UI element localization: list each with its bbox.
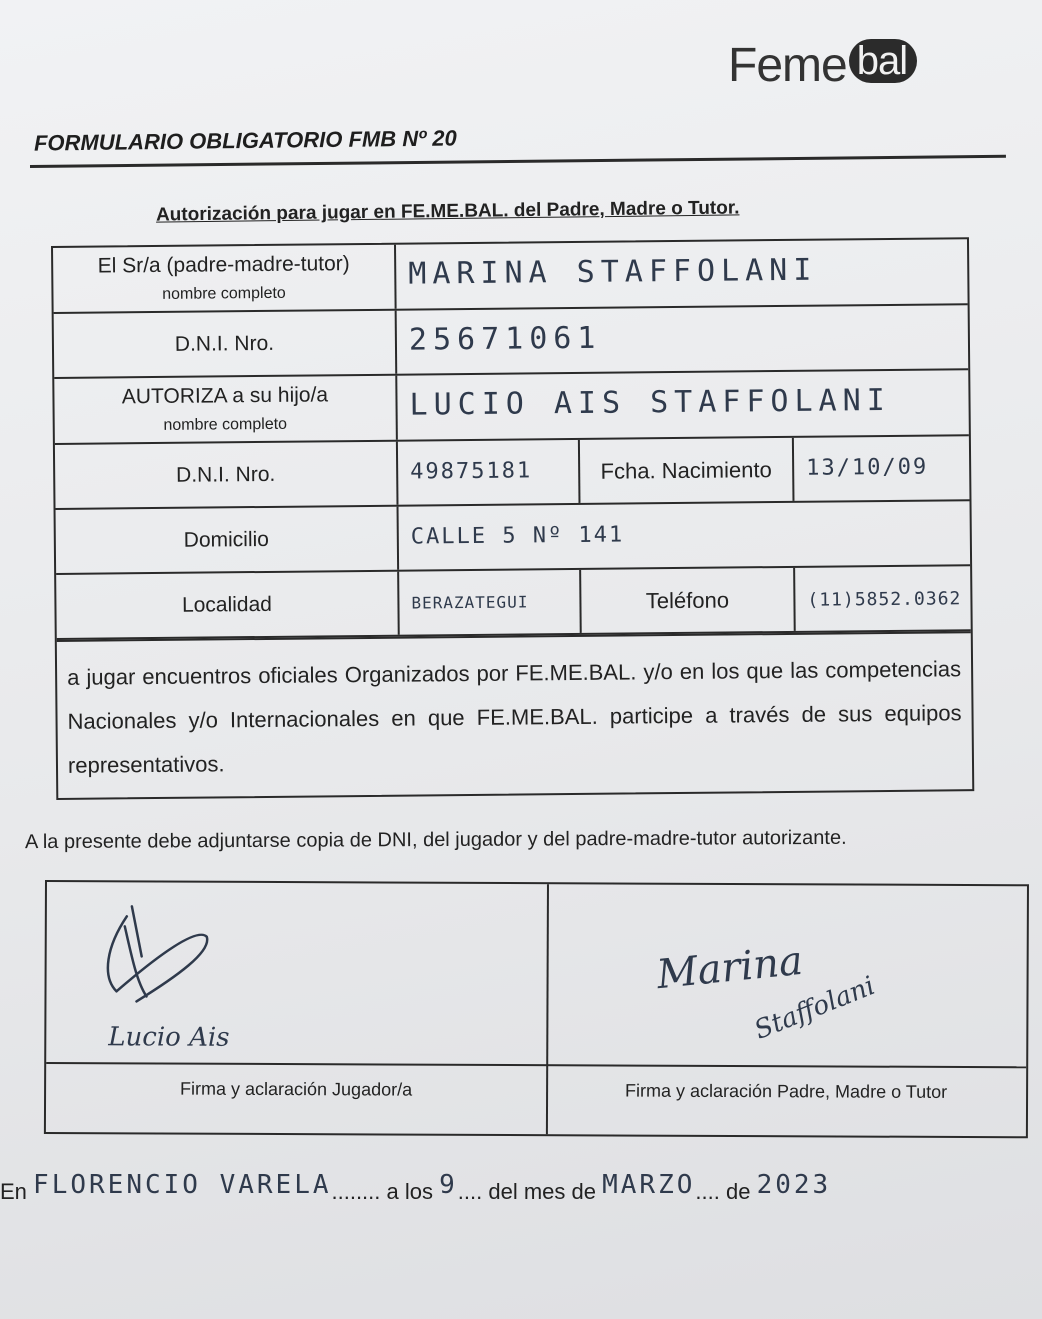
date-place-line bbox=[0, 1170, 1042, 1206]
row-child-name bbox=[54, 370, 969, 445]
parent-signature: Marina bbox=[654, 937, 805, 999]
authorization-text: a jugar encuentros oficiales Organizados por FE.ME.BAL. y/o en los que las competencias Nacionales y/o Internacionales en que FE.ME.BAL. participe a través de sus equipos representativos. bbox=[57, 631, 972, 798]
title-divider bbox=[30, 155, 1006, 168]
parent-name-label: El Sr/a (padre-madre-tutor) bbox=[97, 252, 350, 278]
footer-dots-2: .... bbox=[457, 1179, 483, 1204]
logo-badge: bal bbox=[849, 39, 917, 83]
femebal-logo bbox=[728, 36, 917, 96]
player-signature-caption: Firma y aclaración Jugador/a bbox=[179, 1078, 413, 1100]
player-clarification: Lucio Ais bbox=[108, 1022, 230, 1053]
row-locality bbox=[56, 566, 971, 640]
attachment-note: A la presente debe adjuntarse copia de DNI, del jugador y del padre-madre-tutor autorizante. bbox=[24, 826, 847, 854]
locality-value: BERAZATEGUI bbox=[411, 592, 529, 613]
parent-dni-field[interactable] bbox=[397, 305, 969, 373]
footer-del-mes: del mes de bbox=[488, 1179, 596, 1204]
locality-field[interactable] bbox=[399, 570, 582, 635]
footer-place[interactable]: FLORENCIO VARELA bbox=[33, 1170, 332, 1200]
signature-divider-horizontal bbox=[46, 1062, 1026, 1068]
birth-date-value: 13/10/09 bbox=[806, 454, 929, 481]
signature-table bbox=[44, 880, 1029, 1138]
locality-label: Localidad bbox=[181, 592, 273, 617]
phone-value: (11)5852.0362 bbox=[807, 588, 962, 611]
address-label: Domicilio bbox=[183, 527, 270, 552]
parent-name-sublabel: nombre completo bbox=[162, 284, 286, 303]
child-dni-label-cell bbox=[55, 442, 399, 508]
birth-date-label-cell bbox=[580, 438, 795, 503]
row-parent-dni bbox=[54, 305, 969, 379]
birth-date-field[interactable] bbox=[794, 436, 970, 501]
address-value: CALLE 5 Nº 141 bbox=[410, 522, 625, 550]
birth-date-label: Fcha. Nacimiento bbox=[600, 456, 772, 484]
child-name-label: AUTORIZA a su hijo/a bbox=[121, 383, 329, 409]
footer-dots-1: ........ bbox=[331, 1179, 381, 1204]
row-address bbox=[56, 501, 971, 575]
parent-dni-label: D.N.I. Nro. bbox=[174, 331, 275, 356]
form-subtitle: Autorización para jugar en FE.ME.BAL. del Padre, Madre o Tutor. bbox=[155, 197, 740, 226]
phone-label-cell bbox=[581, 568, 796, 633]
child-name-sublabel: nombre completo bbox=[163, 415, 288, 434]
locality-label-cell bbox=[56, 572, 400, 638]
form-title: FORMULARIO OBLIGATORIO FMB Nº 20 bbox=[33, 125, 457, 156]
address-label-cell bbox=[56, 507, 400, 573]
footer-month[interactable]: MARZO bbox=[602, 1170, 696, 1200]
parent-dni-value: 25671061 bbox=[408, 320, 602, 358]
child-name-value: LUCIO AIS STAFFOLANI bbox=[409, 382, 891, 423]
address-field[interactable] bbox=[399, 501, 971, 569]
parent-name-value: MARINA STAFFOLANI bbox=[408, 252, 818, 292]
parent-dni-label-cell bbox=[54, 311, 398, 377]
footer-day[interactable]: 9 bbox=[439, 1170, 458, 1200]
logo-text: Feme bbox=[728, 39, 847, 92]
row-child-dni bbox=[55, 436, 970, 510]
parent-clarification: Staffolani bbox=[750, 970, 880, 1046]
phone-field[interactable] bbox=[795, 566, 971, 631]
child-dni-value: 49875181 bbox=[410, 458, 533, 485]
child-name-field[interactable] bbox=[397, 370, 969, 439]
row-parent-name bbox=[53, 239, 968, 314]
footer-prefix: En bbox=[0, 1179, 27, 1204]
footer-de: de bbox=[725, 1179, 751, 1204]
child-dni-field[interactable] bbox=[398, 440, 581, 505]
phone-label: Teléfono bbox=[645, 587, 730, 613]
footer-dots-3: .... bbox=[695, 1179, 720, 1204]
parent-signature-caption: Firma y aclaración Padre, Madre o Tutor bbox=[624, 1080, 948, 1102]
parent-name-label-cell bbox=[53, 245, 397, 312]
child-dni-label: D.N.I. Nro. bbox=[175, 462, 276, 487]
player-signature-scribble bbox=[86, 896, 266, 1007]
authorization-table bbox=[51, 237, 974, 800]
parent-name-field[interactable] bbox=[396, 239, 968, 308]
footer-a-los: a los bbox=[386, 1179, 434, 1204]
footer-year[interactable]: 2023 bbox=[756, 1170, 832, 1200]
child-name-label-cell bbox=[54, 376, 398, 443]
